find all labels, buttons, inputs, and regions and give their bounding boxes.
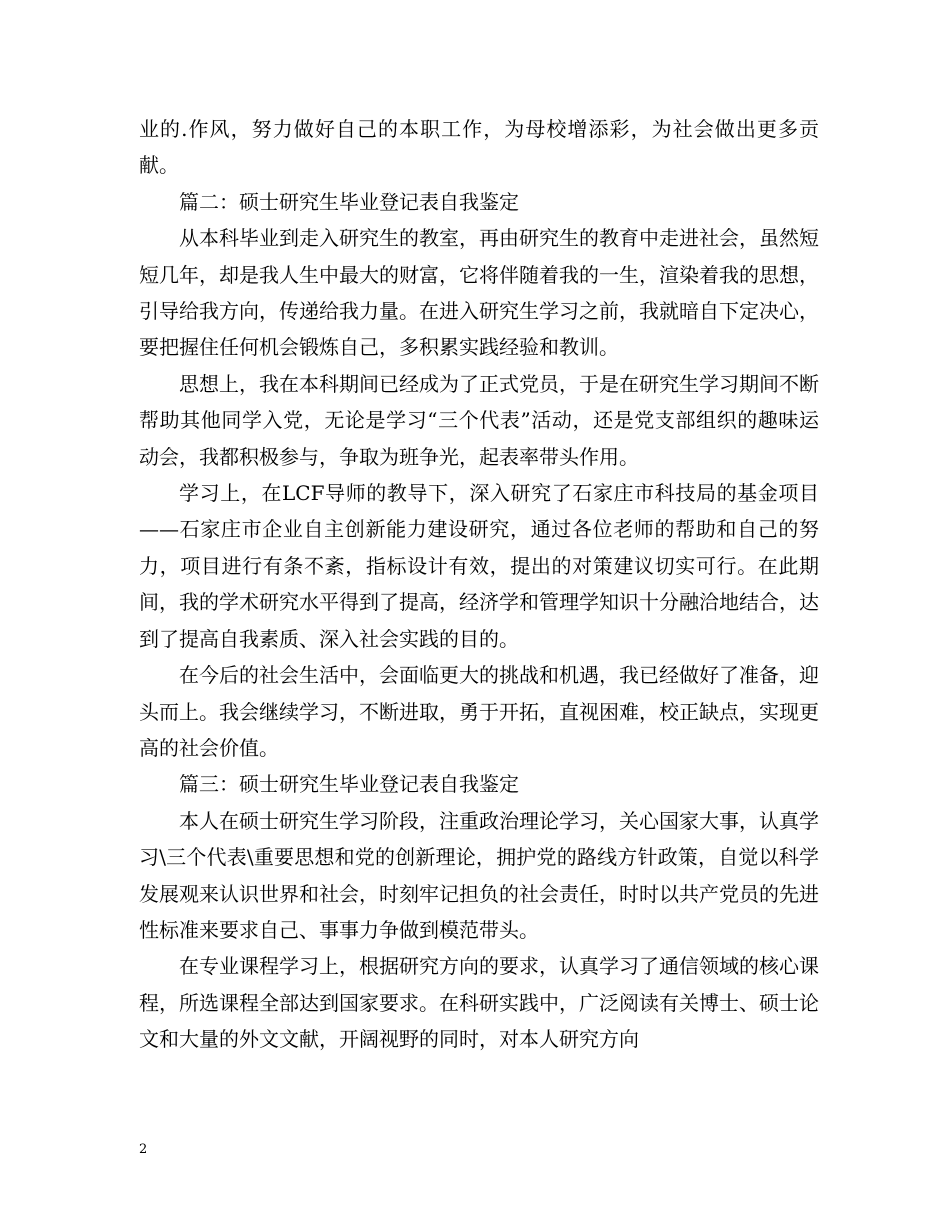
paragraph-continuation: 业的.作风，努力做好自己的本职工作，为母校增添彩，为社会做出更多贡献。 bbox=[139, 117, 819, 178]
paragraph: 在今后的社会生活中，会面临更大的挑战和机遇，我已经做好了准备，迎头而上。我会继续学习，不断进取，勇于开拓，直视困难，校正缺点，实现更高的社会价值。 bbox=[139, 663, 819, 760]
paragraph: 学习上，在LCF导师的教导下，深入研究了石家庄市科技局的基金项目——石家庄市企业自主创新能力建设研究，通过各位老师的帮助和自己的努力，项目进行有条不紊，指标设计有效，提出的对策建议切实可行。在此期间，我的学术研究水平得到了提高，经济学和管理学知识十分融洽地结合，达到了提高自我素质、深入社会实践的目的。 bbox=[139, 481, 819, 651]
section-heading-part-three: 篇三：硕士研究生毕业登记表自我鉴定 bbox=[179, 772, 519, 797]
paragraph: 从本科毕业到走入研究生的教室，再由研究生的教育中走进社会，虽然短短几年，却是我人生中最大的财富，它将伴随着我的一生，渲染着我的思想，引导给我方向，传递给我力量。在进入研究生学习之前，我就暗自下定决心，要把握住任何机会锻炼自己，多积累实践经验和教训。 bbox=[139, 226, 819, 360]
paragraph: 在专业课程学习上，根据研究方向的要求，认真学习了通信领域的核心课程，所选课程全部达到国家要求。在科研实践中，广泛阅读有关博士、硕士论文和大量的外文文献，开阔视野的同时，对本人研究方向 bbox=[139, 954, 819, 1052]
paragraph: 思想上，我在本科期间已经成为了正式党员，于是在研究生学习期间不断帮助其他同学入党，无论是学习“三个代表”活动，还是党支部组织的趣味运动会，我都积极参与，争取为班争光，起表率带头作用。 bbox=[139, 371, 819, 469]
paragraph: 本人在硕士研究生学习阶段，注重政治理论学习，关心国家大事，认真学习\三个代表\重要思想和党的创新理论，拥护党的路线方针政策，自觉以科学发展观来认识世界和社会，时刻牢记担负的社会责任，时时以共产党员的先进性标准来要求自己、事事力争做到模范带头。 bbox=[139, 808, 819, 942]
page-number: 2 bbox=[139, 1142, 148, 1157]
document-body bbox=[139, 111, 819, 1058]
section-heading-part-two: 篇二：硕士研究生毕业登记表自我鉴定 bbox=[179, 189, 519, 214]
